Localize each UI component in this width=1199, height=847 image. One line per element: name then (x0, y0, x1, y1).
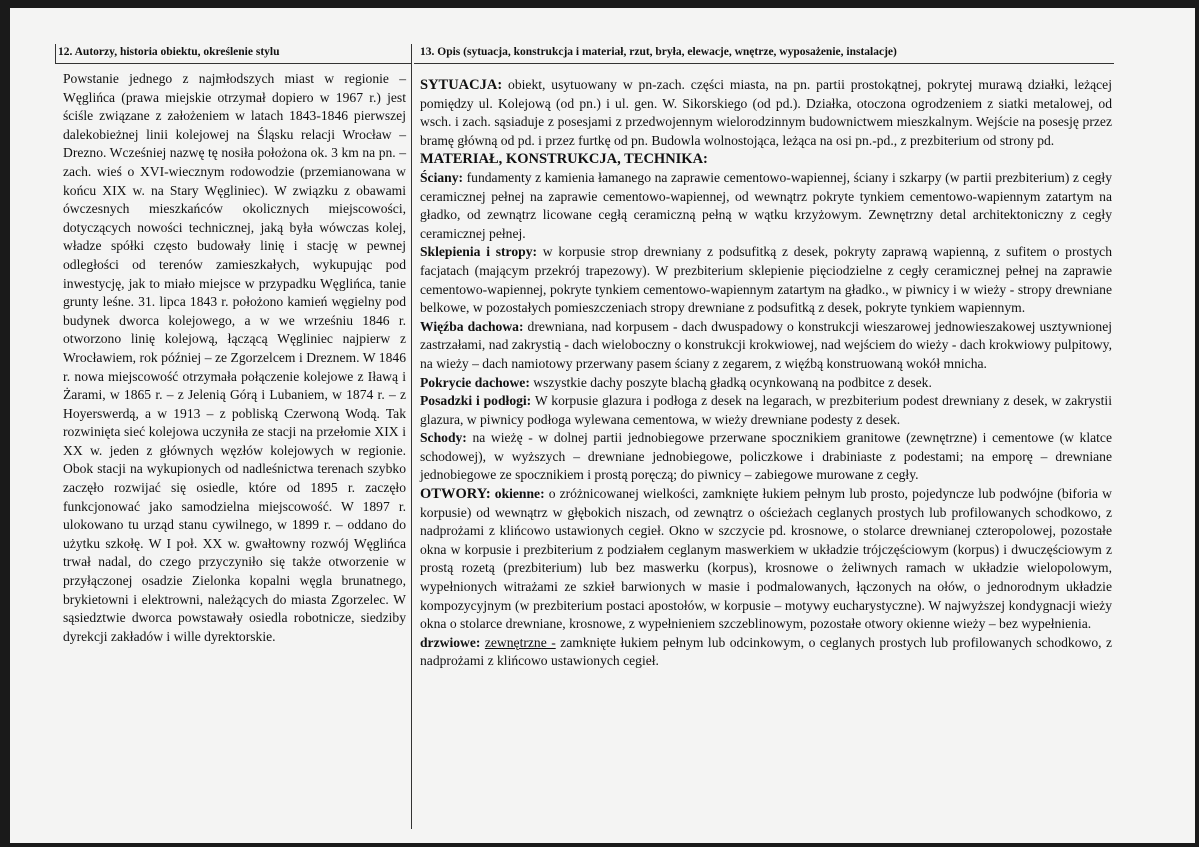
zewnetrzne-label: zewnętrzne - (484, 634, 556, 650)
posadzki-text: W korpusie glazura i podłoga z desek na legarach, w prezbiterium podest drewniany z desek, w zakrystii glazura, w piwnicy podłoga wylewana cementowa, w wieży drewniane podesty z desek. (420, 393, 1112, 427)
sytuacja-paragraph (420, 76, 1112, 150)
schody-text: na wieżę - w dolnej partii jednobiegowe przerwane spocznikiem granitowe (zewnętrzne) i cementowe (w klatce schodowej), w wyższych – drewniane jednobiegowe, policzkowe i drabiniaste z podestami; na emporę – drewniane jednobiegowe ze spocznikiem i prostą poręczą; do piwnicy – zabiegowe murowane z cegły. (420, 430, 1112, 483)
pokrycie-paragraph (420, 374, 1112, 393)
okienne-label: okienne: (494, 486, 545, 502)
section-13-header: 13. Opis (sytuacja, konstrukcja i materiał, rzut, bryła, elewacje, wnętrze, wyposażenie, instalacje) (420, 46, 897, 58)
scan-border-left (0, 0, 10, 847)
wiezba-text: drewniana, nad korpusem - dach dwuspadowy o konstrukcji wieszarowej jednowieszakowej usztywnionej zastrzałami, nad zakrystią - dach wieloboczny o konstrukcji krokwiowej, nad wejściem do wieży - dach krokwiowy pulpitowy, na wieży – dach namiotowy przerwany pasem ściany z zegarem, z więźbą konstruowaną wokół mnicha. (420, 318, 1112, 371)
posadzki-label: Posadzki i podłogi: (420, 393, 532, 409)
otwory-paragraph (420, 485, 1112, 634)
description-column (420, 76, 1112, 671)
posadzki-paragraph (420, 392, 1112, 429)
sytuacja-text: obiekt, usytuowany w pn-zach. części miasta, na pn. partii prostokątnej, pokrytej murawą działki, leżącej pomiędzy ul. Kolejową (od pn.) i ul. gen. W. Sikorskiego (od pd.). Działka, otoczona ogrodzeniem z siatki metalowej, od wsch. i zach. sąsiaduje z posesjami z przedwojennym wielorodzinnym budownictwem mieszkalnym. Wejście na posesję przez bramę główną od pd. i przez furtkę od pn. Budowla wolnostojąca, leżąca na osi pn.-pd., z prezbiterium od strony pd. (420, 77, 1112, 148)
sklepienia-text: w korpusie strop drewniany z podsufitką z desek, pokryty zaprawą wapienną, z sufitem o prostych facjatach (mającym przekrój trapezowy). W prezbiterium sklepienie pięciodzielne z cegły ceramicznej pełnej na zaprawie cementowo-wapiennej, pokryte tynkiem cementowo-wapiennym zatartym na gładko., w piwnicy i w wieży - stropy drewniane belkowe, w pozostałych pomieszczeniach stropy drewniane z podsufitką z desek, pokryte tynkiem wapiennym. (420, 244, 1112, 316)
left-header-rule (55, 63, 411, 64)
scan-border-top (0, 0, 1199, 8)
schody-paragraph (420, 429, 1112, 485)
drzwiowe-label: drzwiowe: (420, 634, 481, 650)
pokrycie-label: Pokrycie dachowe: (420, 374, 530, 390)
sklepienia-paragraph (420, 243, 1112, 317)
column-divider (411, 44, 412, 829)
right-header-rule (414, 63, 1114, 64)
sciany-paragraph (420, 169, 1112, 243)
wiezba-paragraph (420, 318, 1112, 374)
material-heading (420, 150, 1112, 169)
otwory-label: OTWORY: (420, 486, 491, 503)
okienne-text: o zróżnicowanej wielkości, zamknięte łukiem pełnym lub prosto, pojedyncze lub podwójne (biforia w korpusie) od wewnątrz w głębokich niszach, od zewnątrz o ościeżach ceglanych prostych lub profilowanych schodkowo, z nadprożami z klińcowo ustawionych cegieł. Okno w szczycie pd. krosnowe, o stolarce drewnianej czteropolowej, pozostałe okna w korpusie i prezbiterium z podziałem ceglanym maswerkiem w układzie trójczęściowym (korpus) i dwuczęściowym z prostą rozetą (prezbiterium) lub bez maswerku (korpus), krosnowe o żeliwnych ramach w układzie wielopolowym, wypełnionych witrażami ze szkieł barwionych w masie i podmalowanych, łączonych na ołów, o jednorodnym układzie kompozycyjnym (w prezbiterium postaci apostołów, w korpusie – motywy eucharystyczne). W najwyższej kondygnacji wieży okna o stolarce drewniane, krosnowe, z wypełnieniem szczeblinowym, pozostałe otwory okienne wieży – bez wypełnienia. (420, 486, 1112, 632)
schody-label: Schody: (420, 430, 467, 446)
pokrycie-text: wszystkie dachy poszyte blachą gładką ocynkowaną na podbitce z desek. (529, 374, 932, 390)
sciany-text: fundamenty z kamienia łamanego na zaprawie cementowo-wapiennej, ściany i szkarpy (w partii prezbiterium) z cegły ceramicznej pełnej na zaprawie cementowo-wapiennej, od wewnątrz pokryte tynkiem cementowo-wapiennym zatartym na gładko, od zewnątrz licowane cegłą ceramiczną pełną w wątku krzyżowym. Zewnętrzny detal architektoniczny z cegły ceramicznej pełnej. (420, 169, 1112, 241)
left-header-divider (55, 44, 56, 64)
wiezba-label: Więźba dachowa: (420, 318, 524, 334)
scan-border-right (1195, 0, 1199, 847)
sklepienia-label: Sklepienia i stropy: (420, 244, 538, 260)
sytuacja-label: SYTUACJA: (420, 77, 503, 93)
sciany-label: Ściany: (420, 169, 464, 185)
material-heading-label: MATERIAŁ, KONSTRUKCJA, TECHNIKA: (420, 151, 708, 168)
drzwiowe-paragraph (420, 634, 1112, 671)
drzwiowe-text: zamknięte łukiem pełnym lub odcinkowym, o ceglanych prostych lub profilowanych schodkowo, z nadprożami z klińcowo ustawionych cegieł. (420, 634, 1113, 669)
scan-border-bottom (0, 843, 1199, 847)
section-12-header: 12. Autorzy, historia obiektu, określenie stylu (58, 46, 280, 58)
history-text: Powstanie jednego z najmłodszych miast w regionie – Węglińca (prawa miejskie otrzymał dopiero w 1967 r.) jest ściśle związane z założeniem w latach 1843-1846 pierwszej dalekobieżnej linii kolejowej na Śląsku relacji Wrocław – Drezno. Wcześniej nazwę tę nosiła położona ok. 3 km na pn. – zach. wieś o XVI-wiecznym rodowodzie (przemianowana w końcu XIX w. na Stary Węgliniec). W związku z obawami ówczesnych mieszkańców okolicznych miejscowości, dotyczących nowości technicznej, jaką była wówczas kolej, władze spółki często budowały linię i stację w pewnej odległości od terenów zamieszkałych, wykupując pod inwestycję, jak to miało miejsce w przypadku Węglińca, tanie grunty leśne. 31. lipca 1843 r. położono kamień węgielny pod budynek dworca kolejowego, a w we wrześniu 1846 r. otworzono linię kolejową, łączącą Węgliniec najpierw z Wrocławiem, rok później – ze Zgorzelcem i Dreznem. W 1846 r. nowa miejscowość otrzymała połączenie kolejowe z Iławą i Żarami, w 1865 r. – z Jelenią Górą i Lubaniem, w 1874 r. – z Hoyerswerdą, a w 1913 – z pobliską Czerwoną Wodą. Tak rozwinięta sieć kolejowa uczyniła ze stacji na przełomie XIX i XX w. jeden z głównych węzłów kolejowych w regionie. Obok stacji na wykupionych od nadleśnictwa terenach szybko zaczęło rozwijać się osiedle, które od 1895 r. zaczęło funkcjonować jako samodzielna miejscowość. W 1897 r. ulokowano tu urząd stanu cywilnego, w 1899 r. – oddano do użytku szkołę. W I poł. XX w. gwałtowny rozwój Węglińca trwał nadal, do czego przyczyniło się także otworzenie w przyłączonej osadzie Zielonka kopalni węgla brunatnego, brykietowni i elektrowni, należących do miasta Zgorzelec. W sąsiedztwie dworca powstawały osiedla robotnicze, siedziby dyrekcji zakładów i wille dyrektorskie. (63, 71, 406, 644)
